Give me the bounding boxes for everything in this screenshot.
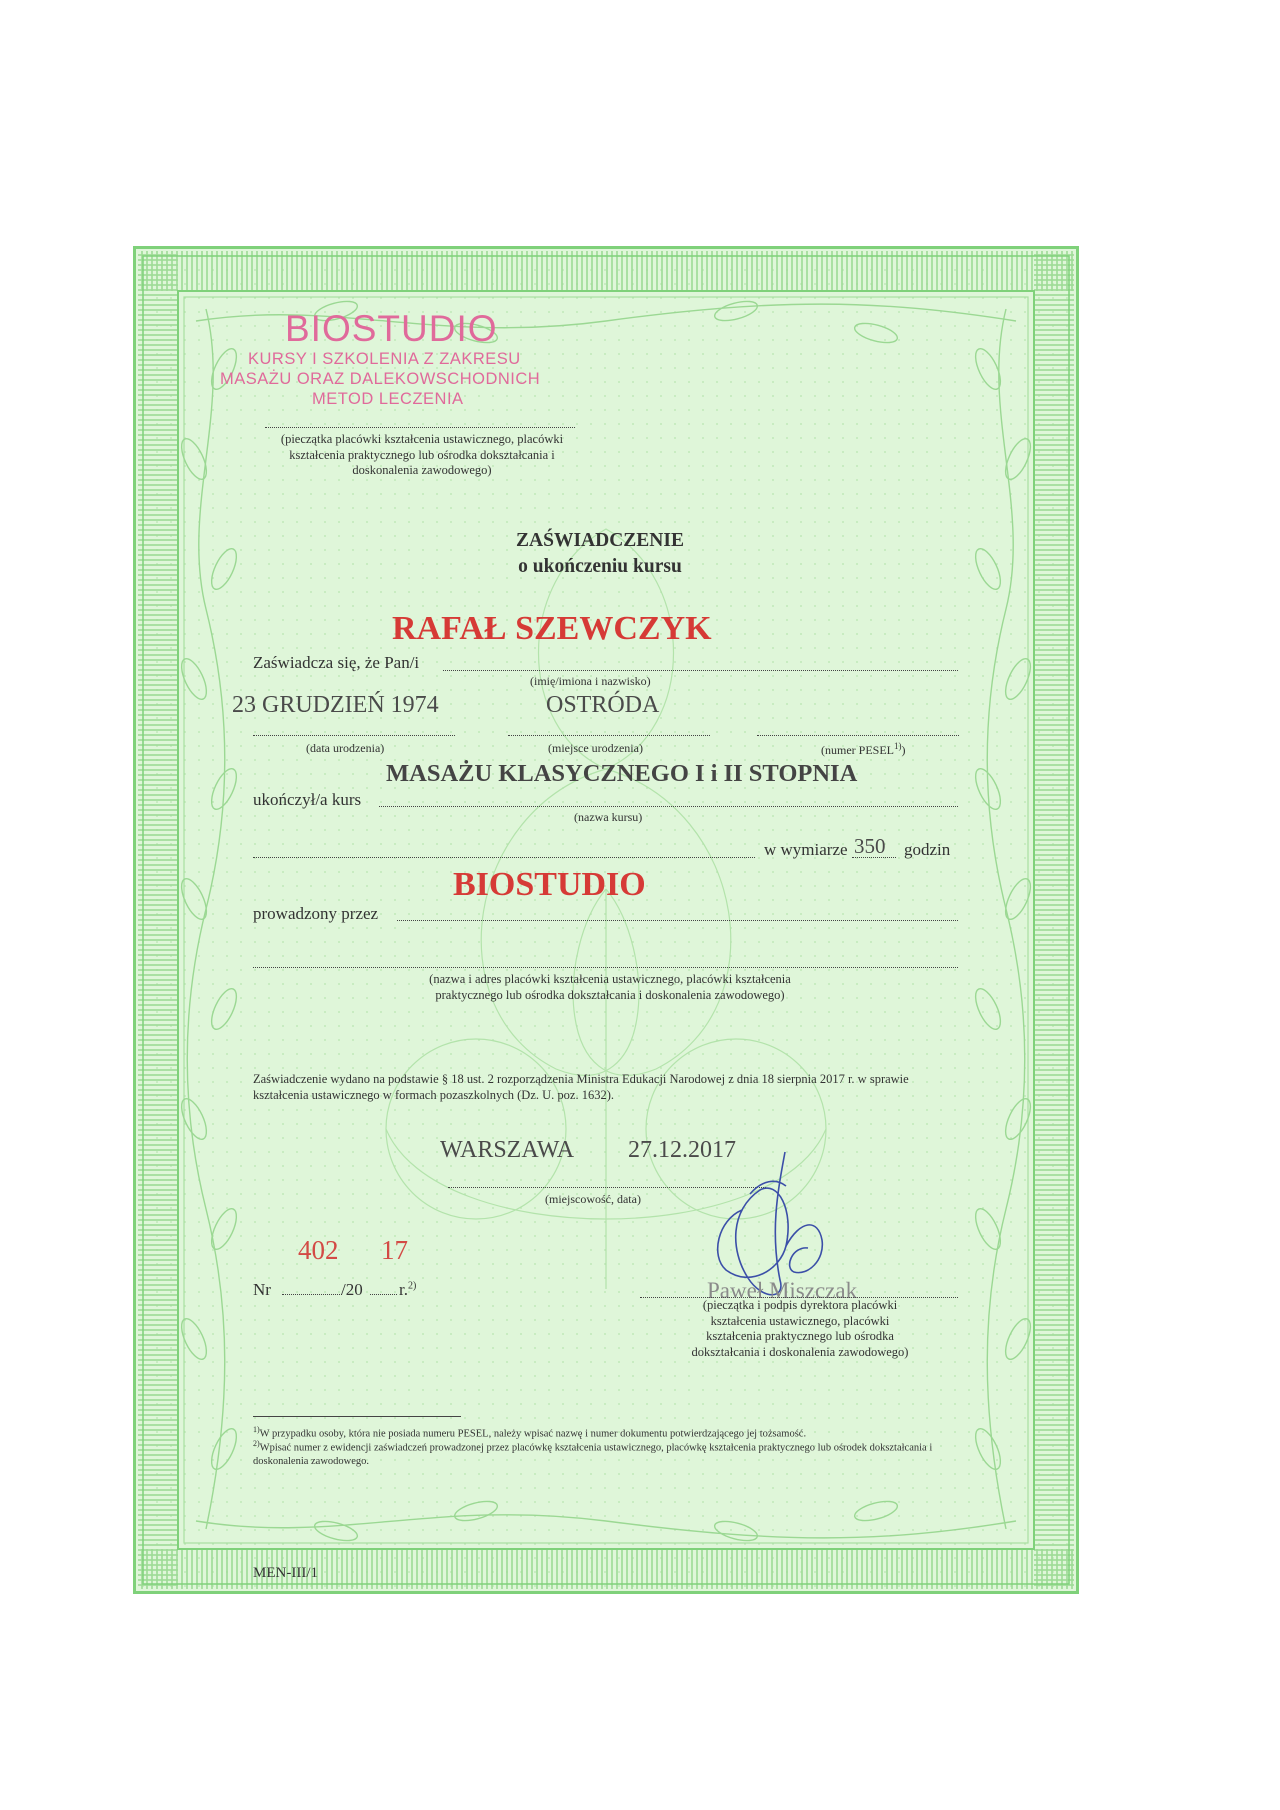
year-dotted-line (370, 1294, 397, 1295)
stamp-line-2: MASAŻU ORAZ DALEKOWSCHODNICH (220, 370, 541, 388)
certificate-number-value: 402 (298, 1235, 339, 1265)
stamp-dotted-line (265, 427, 575, 428)
provider-caption: (nazwa i adres placówki kształcenia ustawicznego, placówki kształcenia praktycznego lub ośrodka dokształcania i doskonalenia zawodowego) (429, 972, 791, 1002)
footnote-separator (253, 1416, 461, 1417)
birth-date-value: 23 GRUDZIEŃ 1974 (232, 692, 439, 718)
legal-basis-text: Zaświadczenie wydano na podstawie § 18 ust. 2 rozporządzenia Ministra Edukacji Narodowej z dnia 18 sierpnia 2017 r. w sprawie kształcenia ustawicznego w formach pozaszkolnych (Dz. U. poz. 1632). (253, 1072, 909, 1102)
stamp-caption: (pieczątka placówki kształcenia ustawicznego, placówki kształcenia praktycznego lub ośrodka dokształcania i doskonalenia zawodowego) (280, 432, 564, 477)
person-caption: (imię/imiona i nazwisko) (530, 674, 651, 688)
person-name-value: RAFAŁ SZEWCZYK (392, 610, 712, 647)
number-suffix: r.$^{2)}$ (399, 1280, 417, 1299)
birth-place-caption: (miejsce urodzenia) (548, 741, 643, 755)
course-name-value: MASAŻU KLASYCZNEGO I i II STOPNIA (386, 760, 858, 787)
birth-date-dotted-line (253, 735, 455, 736)
pesel-dotted-line (757, 735, 959, 736)
director-caption: (pieczątka i podpis dyrektora placówki kształcenia ustawicznego, placówki kształcenia praktycznego lub ośrodka dokształcania i doskonalenia zawodowego) (691, 1298, 909, 1359)
issue-city-value: WARSZAWA (440, 1137, 575, 1163)
stamp-name: BIOSTUDIO (285, 308, 498, 349)
hours-value: 350 (854, 834, 886, 858)
provider-value: BIOSTUDIO (453, 866, 646, 903)
number-dotted-line (282, 1294, 342, 1295)
birth-place-value: OSTRÓDA (546, 692, 660, 718)
birth-date-caption: (data urodzenia) (306, 741, 385, 755)
course-caption: (nazwa kursu) (574, 810, 643, 824)
certificate-year-value: 17 (381, 1235, 408, 1265)
course-label: ukończył/a kurs (253, 790, 362, 809)
provider-dotted-line (397, 920, 958, 921)
form-code: MEN-III/1 (253, 1565, 318, 1581)
place-date-caption: (miejscowość, data) (545, 1192, 641, 1206)
course-dotted-line (379, 806, 958, 807)
stamp-line-3: METOD LECZENIA (312, 390, 464, 408)
stamp-line-1: KURSY I SZKOLENIA Z ZAKRESU (248, 350, 521, 368)
hours-prefix: w wymiarze (764, 840, 848, 859)
document-title: ZAŚWIADCZENIE (516, 530, 684, 551)
footnote-2: $^{2)}$Wpisać numer z ewidencji zaświadczeń prowadzonej przez placówkę kształcenia ustawicznego, placówkę kształcenia praktycznego lub ośrodek dokształcania i doskonalenia zawodowego. (253, 1439, 933, 1467)
document-subtitle: o ukończeniu kursu (518, 556, 682, 577)
birth-place-dotted-line (508, 735, 710, 736)
provider-label: prowadzony przez (253, 904, 379, 923)
director-name: Paweł Miszczak (707, 1278, 858, 1303)
pesel-caption: (numer PESEL$^{1)}$) (821, 741, 906, 757)
provider-second-dotted-line (253, 967, 958, 968)
number-middle: /20 (341, 1280, 363, 1299)
issue-date-value: 27.12.2017 (628, 1137, 736, 1163)
course-second-dotted-line (253, 857, 755, 858)
hours-suffix: godzin (904, 840, 951, 859)
person-dotted-line (443, 670, 958, 671)
footnote-1: $^{1)}$W przypadku osoby, która nie posiada numeru PESEL, należy wpisać nazwę i numer dokumentu potwierdzającego jej tożsamość. (253, 1425, 807, 1440)
person-label: Zaświadcza się, że Pan/i (253, 653, 420, 672)
number-prefix: Nr (253, 1280, 271, 1299)
